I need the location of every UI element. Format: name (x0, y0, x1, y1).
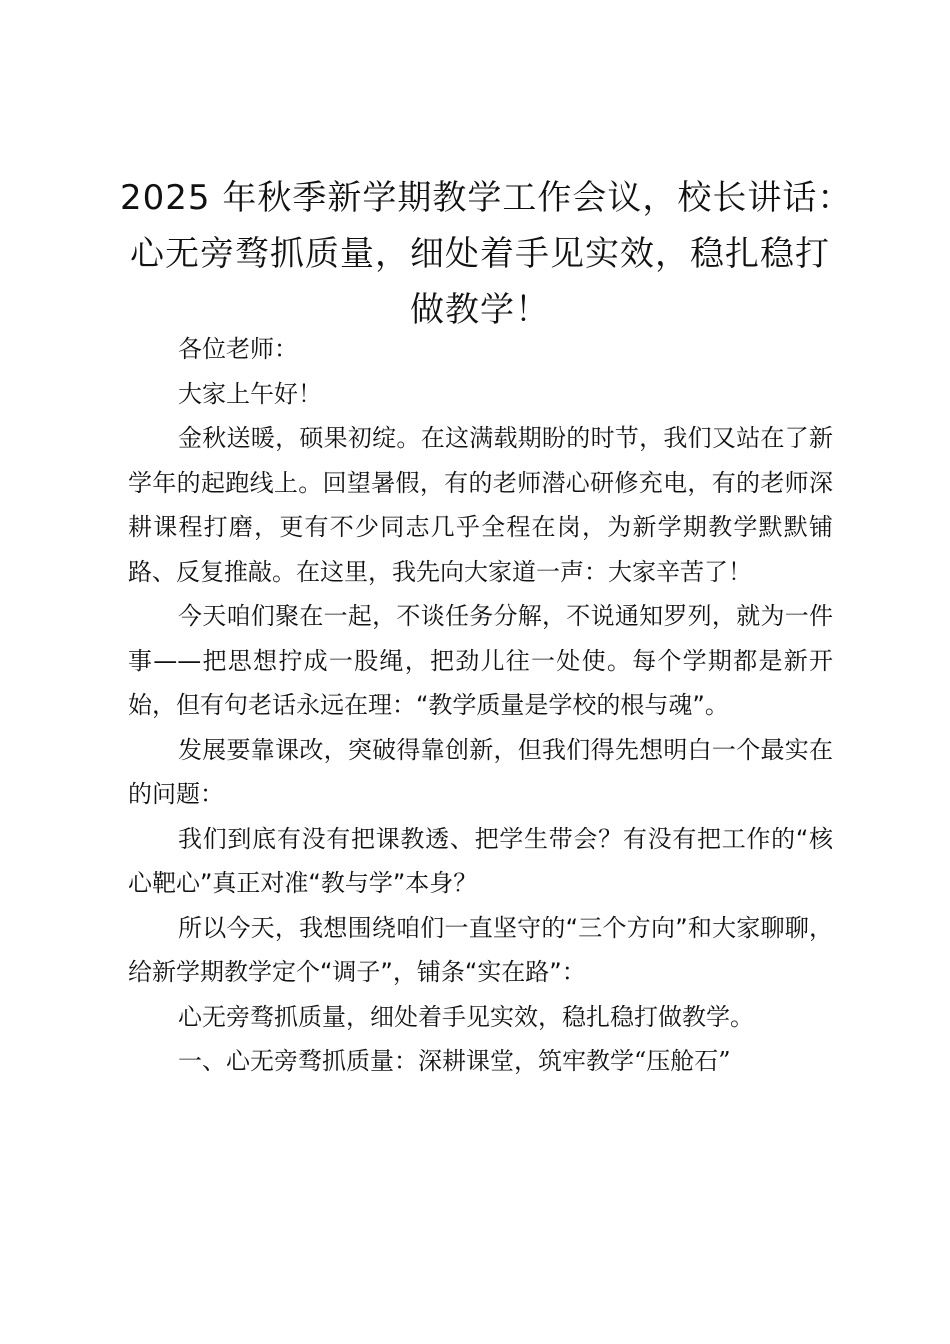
paragraph: 金秋送暖，硕果初绽。在这满载期盼的时节，我们又站在了新学年的起跑线上。回望暑假，有的老师潜心研修充电，有的老师深耕课程打磨，更有不少同志几乎全程在岗，为新学期教学默默铺路、反复推敲。在这里，我先向大家道一声：大家辛苦了！ (128, 424, 833, 586)
title-line-2: 心无旁骛抓质量，细处着手见实效，稳扎稳打 (130, 234, 830, 274)
paragraph: 发展要靠课改，突破得靠创新，但我们得先想明白一个最实在的问题： (128, 735, 833, 808)
paragraph: 今天咱们聚在一起，不谈任务分解，不说通知罗列，就为一件事——把思想拧成一股绳，把劲儿往一处使。每个学期都是新开始，但有句老话永远在理：“教学质量是学校的根与魂”。 (128, 602, 833, 719)
paragraph: 所以今天，我想围绕咱们一直坚守的“三个方向”和大家聊聊，给新学期教学定个“调子”，铺条“实在路”： (128, 913, 833, 986)
section-heading: 一、心无旁骛抓质量：深耕课堂，筑牢教学“压舱石” (178, 1047, 731, 1075)
paragraph: 我们到底有没有把课教透、把学生带会？有没有把工作的“核心靶心”真正对准“教与学”本身？ (128, 824, 833, 897)
document-title (120, 170, 853, 338)
salutation: 各位老师： (178, 335, 298, 363)
title-line-1: 2025 年秋季新学期教学工作会议，校长讲话： (120, 178, 853, 218)
document-body (128, 327, 833, 1084)
paragraph: 心无旁骛抓质量，细处着手见实效，稳扎稳打做教学。 (178, 1002, 754, 1031)
greeting: 大家上午好！ (178, 379, 322, 408)
title-line-3: 做教学！ (410, 290, 550, 330)
